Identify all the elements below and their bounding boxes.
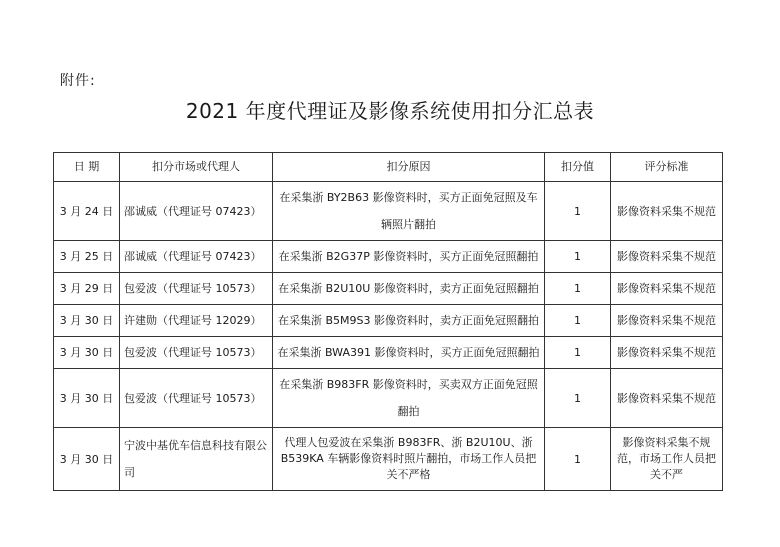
column-header-date: 日 期 <box>54 153 120 182</box>
cell-reason: 在采集浙 B2G37P 影像资料时，买方正面免冠照翻拍 <box>273 241 545 273</box>
table-row <box>54 337 723 369</box>
cell-reason: 在采集浙 BY2B63 影像资料时，买方正面免冠照及车辆照片翻拍 <box>273 182 545 241</box>
cell-party: 邵诚威（代理证号 07423） <box>120 241 273 273</box>
cell-reason: 代理人包爱波在采集浙 B983FR、浙 B2U10U、浙 B539KA 车辆影像资料时照片翻拍，市场工作人员把关不严格 <box>273 428 545 491</box>
column-header-standard: 评分标准 <box>611 153 723 182</box>
cell-points: 1 <box>545 369 611 428</box>
cell-party: 许建勋（代理证号 12029） <box>120 305 273 337</box>
cell-date: 3 月 30 日 <box>54 369 120 428</box>
cell-date: 3 月 30 日 <box>54 337 120 369</box>
cell-points: 1 <box>545 428 611 491</box>
page-title: 2021 年度代理证及影像系统使用扣分汇总表 <box>185 99 595 123</box>
cell-reason: 在采集浙 BWA391 影像资料时，买方正面免冠照翻拍 <box>273 337 545 369</box>
cell-standard: 影像资料采集不规范 <box>611 241 723 273</box>
cell-date: 3 月 25 日 <box>54 241 120 273</box>
cell-date: 3 月 24 日 <box>54 182 120 241</box>
cell-reason: 在采集浙 B2U10U 影像资料时，卖方正面免冠照翻拍 <box>273 273 545 305</box>
cell-reason: 在采集浙 B983FR 影像资料时，买卖双方正面免冠照翻拍 <box>273 369 545 428</box>
cell-points: 1 <box>545 337 611 369</box>
table-row <box>54 305 723 337</box>
cell-party: 包爱波（代理证号 10573） <box>120 337 273 369</box>
deduction-summary-table <box>53 152 723 491</box>
table-header-row <box>54 153 723 182</box>
table-row <box>54 241 723 273</box>
cell-date: 3 月 30 日 <box>54 305 120 337</box>
cell-reason: 在采集浙 B5M9S3 影像资料时，卖方正面免冠照翻拍 <box>273 305 545 337</box>
cell-standard: 影像资料采集不规范，市场工作人员把关不严 <box>611 428 723 491</box>
cell-points: 1 <box>545 273 611 305</box>
cell-standard: 影像资料采集不规范 <box>611 273 723 305</box>
cell-party: 包爱波（代理证号 10573） <box>120 273 273 305</box>
column-header-party: 扣分市场或代理人 <box>120 153 273 182</box>
attachment-label: 附件: <box>60 73 96 89</box>
cell-standard: 影像资料采集不规范 <box>611 337 723 369</box>
column-header-points: 扣分值 <box>545 153 611 182</box>
cell-standard: 影像资料采集不规范 <box>611 305 723 337</box>
table-row <box>54 369 723 428</box>
cell-date: 3 月 29 日 <box>54 273 120 305</box>
column-header-reason: 扣分原因 <box>273 153 545 182</box>
cell-points: 1 <box>545 241 611 273</box>
table-row <box>54 182 723 241</box>
cell-points: 1 <box>545 305 611 337</box>
cell-party: 宁波中基优车信息科技有限公司 <box>120 428 273 491</box>
table-row <box>54 428 723 491</box>
cell-standard: 影像资料采集不规范 <box>611 369 723 428</box>
cell-points: 1 <box>545 182 611 241</box>
cell-party: 包爱波（代理证号 10573） <box>120 369 273 428</box>
cell-party: 邵诚威（代理证号 07423） <box>120 182 273 241</box>
cell-date: 3 月 30 日 <box>54 428 120 491</box>
cell-standard: 影像资料采集不规范 <box>611 182 723 241</box>
table-row <box>54 273 723 305</box>
